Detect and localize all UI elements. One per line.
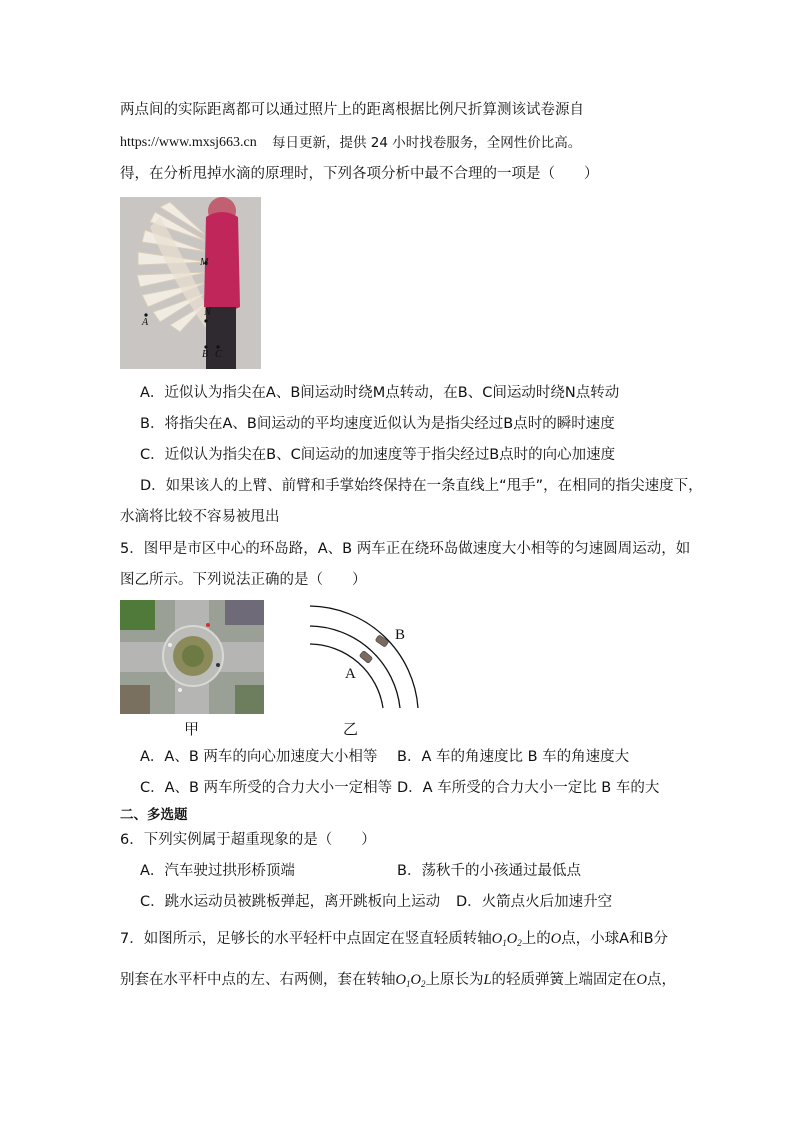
q5-option-c: C．A、B 两车所受的合力大小一定相等 [140,780,393,796]
q5-stem-1: 5．图甲是市区中心的环岛路，A、B 两车正在绕环岛做速度大小相等的匀速圆周运动，如 [120,541,691,557]
q7-text-2a: 别套在水平杆中点的左、右两侧，套在转轴 [120,972,396,988]
spring-length-l: L [483,972,492,988]
point-o-2: O [636,972,648,988]
q6-stem: 6．下列实例属于超重现象的是（ ） [120,832,376,848]
q7-text-2d: 点， [647,972,677,988]
source-url[interactable]: https://www.mxsj663.cn [120,135,257,150]
point-label-m: M [200,257,209,268]
figure-caption-jia: 甲 [184,720,200,738]
roundabout-aerial-illustration [120,600,264,714]
q4-option-b: B．将指尖在A、B间运动的平均速度近似认为是指尖经过B点时的瞬时速度 [140,416,615,432]
q5-stem-2: 图乙所示。下列说法正确的是（ ） [120,572,367,588]
q5-option-a: A．A、B 两车的向心加速度大小相等 [140,749,378,765]
q7-text-1c: 点，小球A和B分 [561,931,669,947]
q5-option-d: D．A 车所受的合力大小一定比 B 车的大 [397,780,660,796]
q7-text-2b: 上原长为 [425,972,484,988]
q4-option-d-cont: 水滴将比较不容易被甩出 [120,509,280,525]
q4-option-a: A．近似认为指尖在A、B间运动时绕M点转动，在B、C间运动时绕N点转动 [140,385,620,401]
q4-option-c: C．近似认为指尖在B、C间运动的加速度等于指尖经过B点时的向心加速度 [140,447,616,463]
q5-option-b: B．A 车的角速度比 B 车的角速度大 [397,749,630,765]
axis-label-2: $O_1O_2$ [395,972,426,989]
text-line-3: 得，在分析甩掉水滴的原理时，下列各项分析中最不合理的一项是（ ） [120,166,599,182]
q7-text-1a: 7．如图所示，足够长的水平轻杆中点固定在竖直轻质转轴 [120,931,492,947]
roundabout-diagram [300,598,425,716]
q4-option-d: D．如果该人的上臂、前臂和手掌始终保持在一条直线上“甩手”，在相同的指尖速度下， [140,478,703,494]
q7-line-1 [120,929,668,953]
q7-text-1b: 上的 [521,931,551,947]
hand-flick-illustration [120,197,261,369]
car-label-b: B [395,627,406,643]
point-o: O [550,931,562,947]
q6-option-b: B．荡秋千的小孩通过最低点 [397,863,581,879]
point-label-c: C [215,349,222,360]
point-label-a: A [142,317,149,328]
point-label-n: N [204,307,211,318]
section-heading-multi-choice: 二、多选题 [120,807,188,823]
roundabout-photo [120,600,264,714]
q7-text-2c: 的轻质弹簧上端固定在 [491,972,637,988]
text-line-1: 两点间的实际距离都可以通过照片上的距离根据比例尺折算测该试卷源自 [120,102,584,118]
point-label-b: B [202,349,209,360]
hand-flick-photo [120,197,261,369]
q7-line-2 [120,970,676,994]
axis-label: $O_1O_2$ [491,931,522,948]
source-note: 每日更新，提供 24 小时找卷服务，全网性价比高。 [272,135,582,151]
q6-option-c: C．跳水运动员被跳板弹起，离开跳板向上运动 [140,894,441,910]
q6-option-a: A．汽车驶过拱形桥顶端 [140,863,295,879]
q6-option-d: D．火箭点火后加速升空 [456,894,613,910]
car-label-a: A [345,666,356,682]
figure-caption-yi: 乙 [343,720,359,738]
